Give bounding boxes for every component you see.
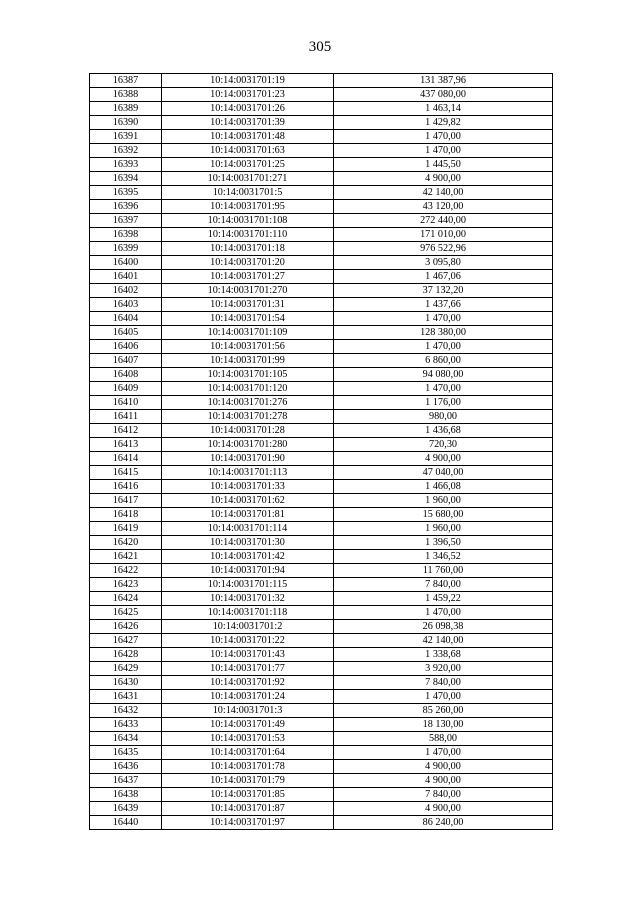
value-cell: 1 470,00	[334, 690, 553, 704]
cadastral-number-cell: 10:14:0031701:92	[162, 676, 334, 690]
value-cell: 980,00	[334, 410, 553, 424]
value-cell: 171 010,00	[334, 228, 553, 242]
cadastral-number-cell: 10:14:0031701:26	[162, 102, 334, 116]
row-number-cell: 16413	[90, 438, 162, 452]
table-row	[90, 214, 553, 228]
table-row	[90, 550, 553, 564]
cadastral-number-cell: 10:14:0031701:97	[162, 816, 334, 830]
cadastral-number-cell: 10:14:0031701:39	[162, 116, 334, 130]
table-row	[90, 186, 553, 200]
value-cell: 47 040,00	[334, 466, 553, 480]
cadastral-number-cell: 10:14:0031701:78	[162, 760, 334, 774]
value-cell: 15 680,00	[334, 508, 553, 522]
row-number-cell: 16391	[90, 130, 162, 144]
row-number-cell: 16405	[90, 326, 162, 340]
table-row	[90, 270, 553, 284]
table-row	[90, 662, 553, 676]
table-row	[90, 284, 553, 298]
table-row	[90, 648, 553, 662]
cadastral-number-cell: 10:14:0031701:48	[162, 130, 334, 144]
row-number-cell: 16429	[90, 662, 162, 676]
cadastral-number-cell: 10:14:0031701:3	[162, 704, 334, 718]
table-row	[90, 256, 553, 270]
row-number-cell: 16401	[90, 270, 162, 284]
value-cell: 1 470,00	[334, 130, 553, 144]
value-cell: 272 440,00	[334, 214, 553, 228]
row-number-cell: 16415	[90, 466, 162, 480]
value-cell: 37 132,20	[334, 284, 553, 298]
cadastral-number-cell: 10:14:0031701:113	[162, 466, 334, 480]
table-row	[90, 438, 553, 452]
cadastral-number-cell: 10:14:0031701:270	[162, 284, 334, 298]
row-number-cell: 16403	[90, 298, 162, 312]
row-number-cell: 16436	[90, 760, 162, 774]
table-row	[90, 130, 553, 144]
value-cell: 1 445,50	[334, 158, 553, 172]
table-row	[90, 466, 553, 480]
cadastral-number-cell: 10:14:0031701:62	[162, 494, 334, 508]
cadastral-number-cell: 10:14:0031701:5	[162, 186, 334, 200]
cadastral-number-cell: 10:14:0031701:25	[162, 158, 334, 172]
cadastral-number-cell: 10:14:0031701:28	[162, 424, 334, 438]
value-cell: 4 900,00	[334, 760, 553, 774]
row-number-cell: 16432	[90, 704, 162, 718]
row-number-cell: 16439	[90, 802, 162, 816]
table-row	[90, 312, 553, 326]
row-number-cell: 16422	[90, 564, 162, 578]
table-row	[90, 536, 553, 550]
table-row	[90, 354, 553, 368]
cadastral-number-cell: 10:14:0031701:105	[162, 368, 334, 382]
row-number-cell: 16387	[90, 74, 162, 88]
value-cell: 720,30	[334, 438, 553, 452]
cadastral-number-cell: 10:14:0031701:54	[162, 312, 334, 326]
row-number-cell: 16437	[90, 774, 162, 788]
value-cell: 131 387,96	[334, 74, 553, 88]
value-cell: 26 098,38	[334, 620, 553, 634]
table-row	[90, 522, 553, 536]
cadastral-number-cell: 10:14:0031701:49	[162, 718, 334, 732]
value-cell: 1 470,00	[334, 312, 553, 326]
row-number-cell: 16435	[90, 746, 162, 760]
cadastral-number-cell: 10:14:0031701:81	[162, 508, 334, 522]
value-cell: 7 840,00	[334, 788, 553, 802]
cadastral-number-cell: 10:14:0031701:77	[162, 662, 334, 676]
cadastral-number-cell: 10:14:0031701:87	[162, 802, 334, 816]
table-row	[90, 340, 553, 354]
row-number-cell: 16404	[90, 312, 162, 326]
table-row	[90, 592, 553, 606]
cadastral-number-cell: 10:14:0031701:276	[162, 396, 334, 410]
row-number-cell: 16425	[90, 606, 162, 620]
table-row	[90, 704, 553, 718]
row-number-cell: 16394	[90, 172, 162, 186]
row-number-cell: 16430	[90, 676, 162, 690]
row-number-cell: 16421	[90, 550, 162, 564]
row-number-cell: 16395	[90, 186, 162, 200]
row-number-cell: 16431	[90, 690, 162, 704]
table-row	[90, 606, 553, 620]
value-cell: 1 467,06	[334, 270, 553, 284]
cadastral-number-cell: 10:14:0031701:280	[162, 438, 334, 452]
table-row	[90, 200, 553, 214]
table-row	[90, 410, 553, 424]
value-cell: 1 470,00	[334, 340, 553, 354]
table-row	[90, 718, 553, 732]
cadastral-number-cell: 10:14:0031701:63	[162, 144, 334, 158]
row-number-cell: 16433	[90, 718, 162, 732]
row-number-cell: 16410	[90, 396, 162, 410]
cadastral-number-cell: 10:14:0031701:22	[162, 634, 334, 648]
value-cell: 4 900,00	[334, 774, 553, 788]
value-cell: 1 436,68	[334, 424, 553, 438]
value-cell: 976 522,96	[334, 242, 553, 256]
value-cell: 128 380,00	[334, 326, 553, 340]
cadastral-number-cell: 10:14:0031701:2	[162, 620, 334, 634]
cadastral-number-cell: 10:14:0031701:85	[162, 788, 334, 802]
value-cell: 1 470,00	[334, 144, 553, 158]
table-row	[90, 634, 553, 648]
value-cell: 4 900,00	[334, 802, 553, 816]
row-number-cell: 16396	[90, 200, 162, 214]
cadastral-number-cell: 10:14:0031701:120	[162, 382, 334, 396]
table-row	[90, 242, 553, 256]
table-row	[90, 424, 553, 438]
value-cell: 42 140,00	[334, 186, 553, 200]
row-number-cell: 16392	[90, 144, 162, 158]
value-cell: 1 429,82	[334, 116, 553, 130]
row-number-cell: 16426	[90, 620, 162, 634]
table-row	[90, 676, 553, 690]
page-number: 305	[308, 39, 332, 55]
cadastral-number-cell: 10:14:0031701:115	[162, 578, 334, 592]
value-cell: 1 470,00	[334, 606, 553, 620]
cadastral-value-table	[89, 73, 553, 830]
row-number-cell: 16393	[90, 158, 162, 172]
cadastral-number-cell: 10:14:0031701:278	[162, 410, 334, 424]
value-cell: 43 120,00	[334, 200, 553, 214]
value-cell: 18 130,00	[334, 718, 553, 732]
cadastral-number-cell: 10:14:0031701:42	[162, 550, 334, 564]
cadastral-number-cell: 10:14:0031701:56	[162, 340, 334, 354]
row-number-cell: 16424	[90, 592, 162, 606]
cadastral-number-cell: 10:14:0031701:27	[162, 270, 334, 284]
value-cell: 1 960,00	[334, 494, 553, 508]
value-cell: 94 080,00	[334, 368, 553, 382]
row-number-cell: 16412	[90, 424, 162, 438]
value-cell: 1 338,68	[334, 648, 553, 662]
cadastral-number-cell: 10:14:0031701:118	[162, 606, 334, 620]
table-row	[90, 88, 553, 102]
value-cell: 7 840,00	[334, 676, 553, 690]
table-row	[90, 578, 553, 592]
value-cell: 42 140,00	[334, 634, 553, 648]
row-number-cell: 16399	[90, 242, 162, 256]
cadastral-number-cell: 10:14:0031701:90	[162, 452, 334, 466]
table-row	[90, 788, 553, 802]
cadastral-number-cell: 10:14:0031701:114	[162, 522, 334, 536]
value-cell: 1 437,66	[334, 298, 553, 312]
cadastral-number-cell: 10:14:0031701:18	[162, 242, 334, 256]
cadastral-number-cell: 10:14:0031701:108	[162, 214, 334, 228]
cadastral-number-cell: 10:14:0031701:20	[162, 256, 334, 270]
cadastral-number-cell: 10:14:0031701:271	[162, 172, 334, 186]
table-row	[90, 102, 553, 116]
value-cell: 11 760,00	[334, 564, 553, 578]
value-cell: 1 459,22	[334, 592, 553, 606]
table-row	[90, 452, 553, 466]
row-number-cell: 16438	[90, 788, 162, 802]
value-cell: 1 346,52	[334, 550, 553, 564]
value-cell: 86 240,00	[334, 816, 553, 830]
value-cell: 4 900,00	[334, 452, 553, 466]
row-number-cell: 16402	[90, 284, 162, 298]
cadastral-number-cell: 10:14:0031701:94	[162, 564, 334, 578]
table-row	[90, 144, 553, 158]
row-number-cell: 16406	[90, 340, 162, 354]
row-number-cell: 16400	[90, 256, 162, 270]
table-row	[90, 480, 553, 494]
cadastral-number-cell: 10:14:0031701:30	[162, 536, 334, 550]
cadastral-number-cell: 10:14:0031701:79	[162, 774, 334, 788]
value-cell: 1 466,08	[334, 480, 553, 494]
row-number-cell: 16409	[90, 382, 162, 396]
table-row	[90, 746, 553, 760]
value-cell: 85 260,00	[334, 704, 553, 718]
cadastral-number-cell: 10:14:0031701:33	[162, 480, 334, 494]
value-cell: 1 960,00	[334, 522, 553, 536]
table-row	[90, 228, 553, 242]
row-number-cell: 16420	[90, 536, 162, 550]
cadastral-number-cell: 10:14:0031701:19	[162, 74, 334, 88]
table-body	[90, 74, 553, 830]
row-number-cell: 16397	[90, 214, 162, 228]
row-number-cell: 16440	[90, 816, 162, 830]
table-row	[90, 802, 553, 816]
cadastral-number-cell: 10:14:0031701:95	[162, 200, 334, 214]
row-number-cell: 16417	[90, 494, 162, 508]
value-cell: 1 470,00	[334, 382, 553, 396]
row-number-cell: 16407	[90, 354, 162, 368]
row-number-cell: 16398	[90, 228, 162, 242]
table-row	[90, 116, 553, 130]
table-row	[90, 760, 553, 774]
table-row	[90, 690, 553, 704]
table-row	[90, 158, 553, 172]
cadastral-number-cell: 10:14:0031701:32	[162, 592, 334, 606]
value-cell: 1 470,00	[334, 746, 553, 760]
value-cell: 6 860,00	[334, 354, 553, 368]
row-number-cell: 16414	[90, 452, 162, 466]
cadastral-number-cell: 10:14:0031701:99	[162, 354, 334, 368]
row-number-cell: 16418	[90, 508, 162, 522]
row-number-cell: 16390	[90, 116, 162, 130]
row-number-cell: 16411	[90, 410, 162, 424]
value-cell: 3 095,80	[334, 256, 553, 270]
table-row	[90, 564, 553, 578]
cadastral-number-cell: 10:14:0031701:24	[162, 690, 334, 704]
row-number-cell: 16389	[90, 102, 162, 116]
table-row	[90, 732, 553, 746]
row-number-cell: 16423	[90, 578, 162, 592]
value-cell: 3 920,00	[334, 662, 553, 676]
table-row	[90, 368, 553, 382]
table-row	[90, 382, 553, 396]
row-number-cell: 16428	[90, 648, 162, 662]
value-cell: 1 176,00	[334, 396, 553, 410]
value-cell: 437 080,00	[334, 88, 553, 102]
value-cell: 1 396,50	[334, 536, 553, 550]
table-row	[90, 298, 553, 312]
value-cell: 588,00	[334, 732, 553, 746]
table-row	[90, 774, 553, 788]
table-row	[90, 326, 553, 340]
table-row	[90, 816, 553, 830]
table-row	[90, 396, 553, 410]
row-number-cell: 16434	[90, 732, 162, 746]
value-cell: 7 840,00	[334, 578, 553, 592]
cadastral-number-cell: 10:14:0031701:53	[162, 732, 334, 746]
cadastral-number-cell: 10:14:0031701:109	[162, 326, 334, 340]
value-cell: 4 900,00	[334, 172, 553, 186]
cadastral-number-cell: 10:14:0031701:43	[162, 648, 334, 662]
table-row	[90, 172, 553, 186]
cadastral-number-cell: 10:14:0031701:110	[162, 228, 334, 242]
cadastral-number-cell: 10:14:0031701:23	[162, 88, 334, 102]
row-number-cell: 16419	[90, 522, 162, 536]
row-number-cell: 16427	[90, 634, 162, 648]
row-number-cell: 16416	[90, 480, 162, 494]
table-row	[90, 508, 553, 522]
table-row	[90, 494, 553, 508]
cadastral-number-cell: 10:14:0031701:64	[162, 746, 334, 760]
table-row	[90, 74, 553, 88]
table-row	[90, 620, 553, 634]
row-number-cell: 16388	[90, 88, 162, 102]
value-cell: 1 463,14	[334, 102, 553, 116]
cadastral-number-cell: 10:14:0031701:31	[162, 298, 334, 312]
row-number-cell: 16408	[90, 368, 162, 382]
